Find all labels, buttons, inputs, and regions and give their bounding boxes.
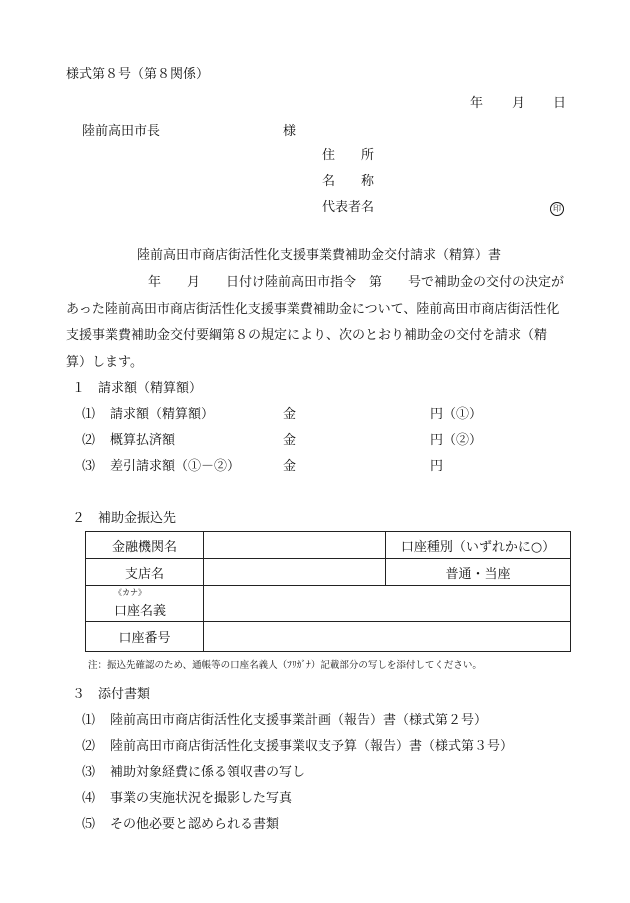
section3-heading: ３ 添付書類 bbox=[72, 687, 151, 702]
claim-item-label: 請求額（精算額） bbox=[110, 407, 215, 422]
section1-heading: １ 請求額（精算額） bbox=[72, 381, 203, 396]
name-label: 名 称 bbox=[322, 174, 375, 189]
date-month: 月 bbox=[512, 96, 526, 111]
claim-item-kin: 金 bbox=[283, 433, 297, 448]
branch-name-label: 支店名 bbox=[86, 559, 204, 586]
account-holder-label: 口座名義 bbox=[114, 604, 167, 619]
seal-icon: 印 bbox=[550, 202, 564, 216]
bank-name-label: 金融機関名 bbox=[86, 532, 204, 559]
claim-item-label: 概算払済額 bbox=[110, 433, 176, 448]
addressee-name: 陸前高田市長 bbox=[82, 124, 161, 139]
attachment-item: 事業の実施状況を撮影した写真 bbox=[110, 791, 293, 806]
body-line-3: 支援事業費補助金交付要綱第８の規定により、次のとおり補助金の交付を請求（精 bbox=[66, 328, 548, 343]
representative-label: 代表者名 bbox=[322, 200, 375, 215]
attachment-no: ⑷ bbox=[82, 791, 96, 806]
attachment-item: 陸前高田市商店街活性化支援事業計画（報告）書（様式第２号） bbox=[110, 713, 488, 728]
addressee-honorific: 様 bbox=[283, 124, 297, 139]
body-line-2: あった陸前高田市商店街活性化支援事業費補助金について、陸前高田市商店街活性化 bbox=[66, 302, 560, 317]
account-type-value: 普通・当座 bbox=[386, 559, 571, 586]
attachment-no: ⑶ bbox=[82, 765, 96, 780]
account-holder-field[interactable] bbox=[204, 586, 571, 622]
claim-item-yen: 円（②） bbox=[430, 433, 483, 448]
body-line-4: 算）します。 bbox=[66, 355, 143, 370]
attachment-item: 陸前高田市商店街活性化支援事業収支予算（報告）書（様式第３号） bbox=[110, 739, 514, 754]
date-day: 日 bbox=[553, 96, 567, 111]
form-number: 様式第８号（第８関係） bbox=[66, 67, 210, 82]
claim-item-yen: 円 bbox=[430, 459, 444, 474]
body-line-1: 年 月 日付け陸前高田市指令 第 号で補助金の交付の決定が bbox=[148, 275, 565, 290]
claim-item-no: ⑶ bbox=[82, 459, 96, 474]
claim-item-no: ⑵ bbox=[82, 433, 96, 448]
claim-item-kin: 金 bbox=[283, 407, 297, 422]
seal-mark bbox=[550, 200, 564, 216]
kana-label: 《カナ》 bbox=[114, 588, 146, 597]
branch-name-field[interactable] bbox=[204, 559, 386, 586]
account-number-field[interactable] bbox=[204, 622, 571, 652]
claim-item-kin: 金 bbox=[283, 459, 297, 474]
claim-item-no: ⑴ bbox=[82, 407, 96, 422]
document-title: 陸前高田市商店街活性化支援事業費補助金交付請求（精算）書 bbox=[137, 248, 502, 263]
account-holder-label-cell bbox=[86, 586, 204, 622]
attachment-item: その他必要と認められる書類 bbox=[110, 817, 280, 832]
bank-account-table bbox=[85, 531, 571, 652]
attachment-no: ⑴ bbox=[82, 713, 96, 728]
date-year: 年 bbox=[470, 96, 484, 111]
claim-item-yen: 円（①） bbox=[430, 407, 483, 422]
attachment-item: 補助対象経費に係る領収書の写し bbox=[110, 765, 306, 780]
account-type-label: 口座種別（いずれかに○） bbox=[386, 532, 571, 559]
section2-heading: ２ 補助金振込先 bbox=[72, 511, 177, 526]
bank-note: 注：振込先確認のため、通帳等の口座名義人（ﾌﾘｶﾞﾅ）記載部分の写しを添付してください。 bbox=[88, 660, 482, 671]
claim-item-label: 差引請求額（①－②） bbox=[110, 459, 241, 474]
attachment-no: ⑸ bbox=[82, 817, 96, 832]
bank-name-field[interactable] bbox=[204, 532, 386, 559]
attachment-no: ⑵ bbox=[82, 739, 96, 754]
address-label: 住 所 bbox=[322, 148, 375, 163]
account-number-label: 口座番号 bbox=[86, 622, 204, 652]
